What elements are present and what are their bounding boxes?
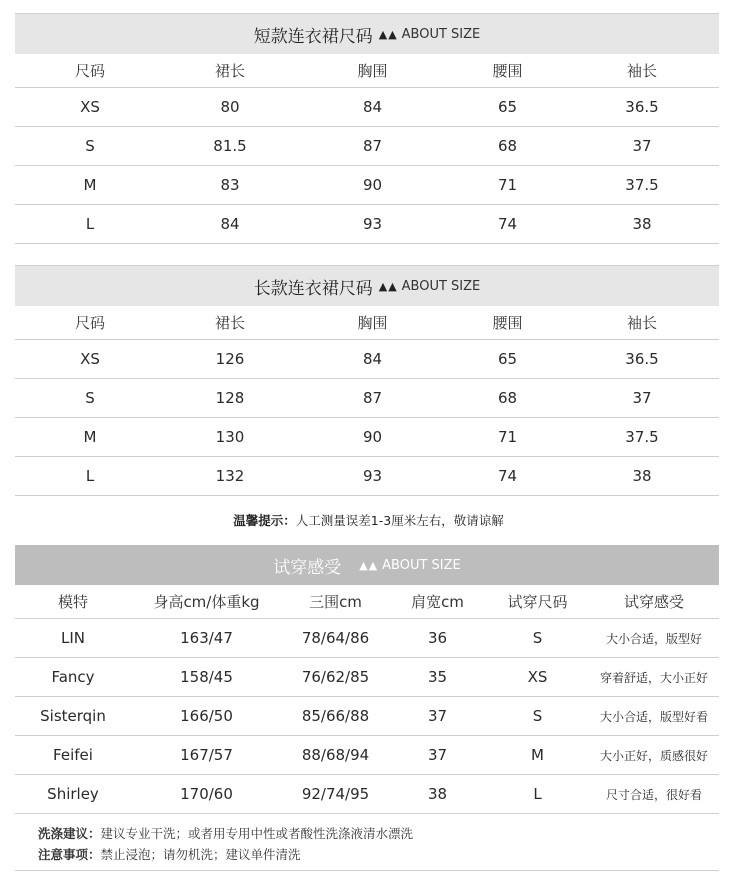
table-cell: 68 (497, 137, 518, 155)
table-cell: XS (527, 668, 548, 686)
table-cell: 37.5 (625, 428, 659, 446)
table-cell: 65 (497, 98, 518, 116)
table-cell: S (85, 137, 95, 155)
table-cell: 65 (497, 350, 518, 368)
column-header: 试穿尺码 (507, 593, 568, 611)
triangle-icon: ▲▲ (359, 558, 379, 572)
table-cell: M (83, 176, 97, 194)
table-cell: 37 (427, 746, 448, 764)
table-cell: 170/60 (180, 785, 233, 803)
wash-label: 洗涤建议： (38, 826, 101, 841)
table-cell: 158/45 (180, 668, 233, 686)
short-size-table (15, 13, 719, 244)
about-size-label: ABOUT SIZE (382, 557, 461, 573)
triangle-icon: ▲▲ (378, 27, 398, 41)
column-header: 三围cm (309, 593, 362, 611)
column-header: 袖长 (626, 62, 657, 80)
table-cell: 93 (362, 215, 383, 233)
divider (15, 870, 719, 871)
care-text: 禁止浸泡；请勿机洗；建议单件清洗 (100, 847, 301, 862)
table-cell: L (533, 785, 542, 803)
column-header: 腰围 (492, 314, 523, 332)
wash-text: 建议专业干洗；或者用专用中性或者酸性洗涤液清水漂洗 (100, 826, 414, 841)
about-size-label: ABOUT SIZE (401, 26, 481, 42)
long-size-table (15, 265, 719, 496)
column-header: 肩宽cm (411, 593, 464, 611)
table-cell: 37 (632, 389, 652, 407)
table-cell: 84 (362, 98, 383, 116)
tip-text: 人工测量误差1-3厘米左右，敬请谅解 (295, 513, 504, 528)
table-cell: 126 (215, 350, 245, 368)
table-cell: 83 (220, 176, 240, 194)
care-label: 注意事项： (38, 847, 101, 862)
column-header: 尺码 (74, 62, 105, 80)
table-cell: 37 (632, 137, 652, 155)
column-header: 尺码 (74, 314, 105, 332)
table-cell: XS (80, 98, 100, 116)
table-cell: 163/47 (180, 629, 233, 647)
table-cell: 74 (497, 467, 518, 485)
table-cell: 76/62/85 (301, 668, 370, 686)
column-header: 模特 (57, 593, 88, 611)
table-cell: M (531, 746, 544, 764)
triangle-icon: ▲▲ (378, 279, 398, 293)
column-header: 袖长 (626, 314, 657, 332)
table-header-row (15, 306, 719, 340)
table-row (15, 379, 719, 418)
table-cell: 71 (497, 176, 518, 194)
table-cell: 穿着舒适，大小正好 (599, 670, 708, 685)
table-cell: 90 (362, 176, 383, 194)
table-cell: 大小合适，版型好 (605, 631, 702, 646)
table-cell: 35 (427, 668, 448, 686)
care-notes (38, 845, 301, 863)
table-cell: 36 (427, 629, 448, 647)
table-cell: 130 (215, 428, 245, 446)
table-cell: 132 (215, 467, 245, 485)
table-cell: LIN (60, 629, 85, 647)
table-cell: S (85, 389, 95, 407)
table-row (15, 88, 719, 127)
table-cell: 36.5 (625, 98, 659, 116)
column-header: 试穿感受 (623, 593, 684, 611)
wash-advice (38, 824, 413, 842)
table-row (15, 166, 719, 205)
table-row (15, 340, 719, 379)
table-cell: 166/50 (180, 707, 233, 725)
table-row (15, 658, 719, 697)
column-header: 裙长 (214, 62, 245, 80)
table-cell: Sisterqin (40, 707, 106, 725)
table-cell: 92/74/95 (301, 785, 370, 803)
table-header-row (15, 585, 719, 619)
table-cell: 71 (497, 428, 518, 446)
column-header: 胸围 (357, 62, 388, 80)
table-cell: 93 (362, 467, 383, 485)
table-row (15, 775, 719, 814)
fit-feedback-table (15, 545, 719, 814)
table-cell: 81.5 (213, 137, 247, 155)
table-cell: 84 (362, 350, 383, 368)
table-cell: 167/57 (180, 746, 233, 764)
table-cell: 尺寸合适，很好看 (605, 787, 702, 802)
table-cell: 87 (362, 389, 383, 407)
about-size-label: ABOUT SIZE (401, 278, 481, 294)
table-cell: Feifei (53, 746, 93, 764)
table-row (15, 205, 719, 244)
table-cell: 84 (220, 215, 240, 233)
table-cell: 74 (497, 215, 518, 233)
table-cell: 128 (215, 389, 245, 407)
table-cell: 68 (497, 389, 518, 407)
short-table-header-band (15, 13, 719, 54)
table-cell: L (85, 215, 95, 233)
table-cell: Shirley (47, 785, 99, 803)
table-header-row (15, 54, 719, 88)
table-cell: Fancy (51, 668, 95, 686)
table-cell: XS (80, 350, 100, 368)
fit-table-header-band (15, 545, 719, 585)
long-table-header-band (15, 265, 719, 306)
column-header: 腰围 (492, 62, 523, 80)
table-cell: 37 (427, 707, 448, 725)
table-cell: 38 (632, 467, 652, 485)
measurement-tip (0, 511, 737, 529)
table-cell: 87 (362, 137, 383, 155)
table-cell: 78/64/86 (301, 629, 370, 647)
table-cell: 38 (632, 215, 652, 233)
table-cell: 36.5 (625, 350, 659, 368)
table-row (15, 457, 719, 496)
column-header: 胸围 (357, 314, 388, 332)
fit-table-title: 试穿感受 (273, 557, 342, 578)
table-row (15, 619, 719, 658)
table-row (15, 736, 719, 775)
table-row (15, 418, 719, 457)
table-cell: S (532, 629, 543, 647)
tip-label: 温馨提示： (233, 513, 296, 528)
table-cell: 88/68/94 (301, 746, 370, 764)
table-cell: S (532, 707, 543, 725)
table-cell: 大小正好，质感很好 (599, 748, 708, 763)
table-cell: L (85, 467, 95, 485)
table-row (15, 697, 719, 736)
table-cell: 90 (362, 428, 383, 446)
table-row (15, 127, 719, 166)
short-table-title: 短款连衣裙尺码 (253, 26, 373, 47)
column-header: 身高cm/体重kg (153, 593, 260, 611)
long-table-title: 长款连衣裙尺码 (253, 278, 373, 299)
table-cell: 大小合适，版型好看 (599, 709, 708, 724)
table-cell: 37.5 (625, 176, 659, 194)
table-cell: 85/66/88 (301, 707, 370, 725)
column-header: 裙长 (214, 314, 245, 332)
table-cell: 80 (220, 98, 240, 116)
table-cell: M (83, 428, 97, 446)
table-cell: 38 (427, 785, 448, 803)
